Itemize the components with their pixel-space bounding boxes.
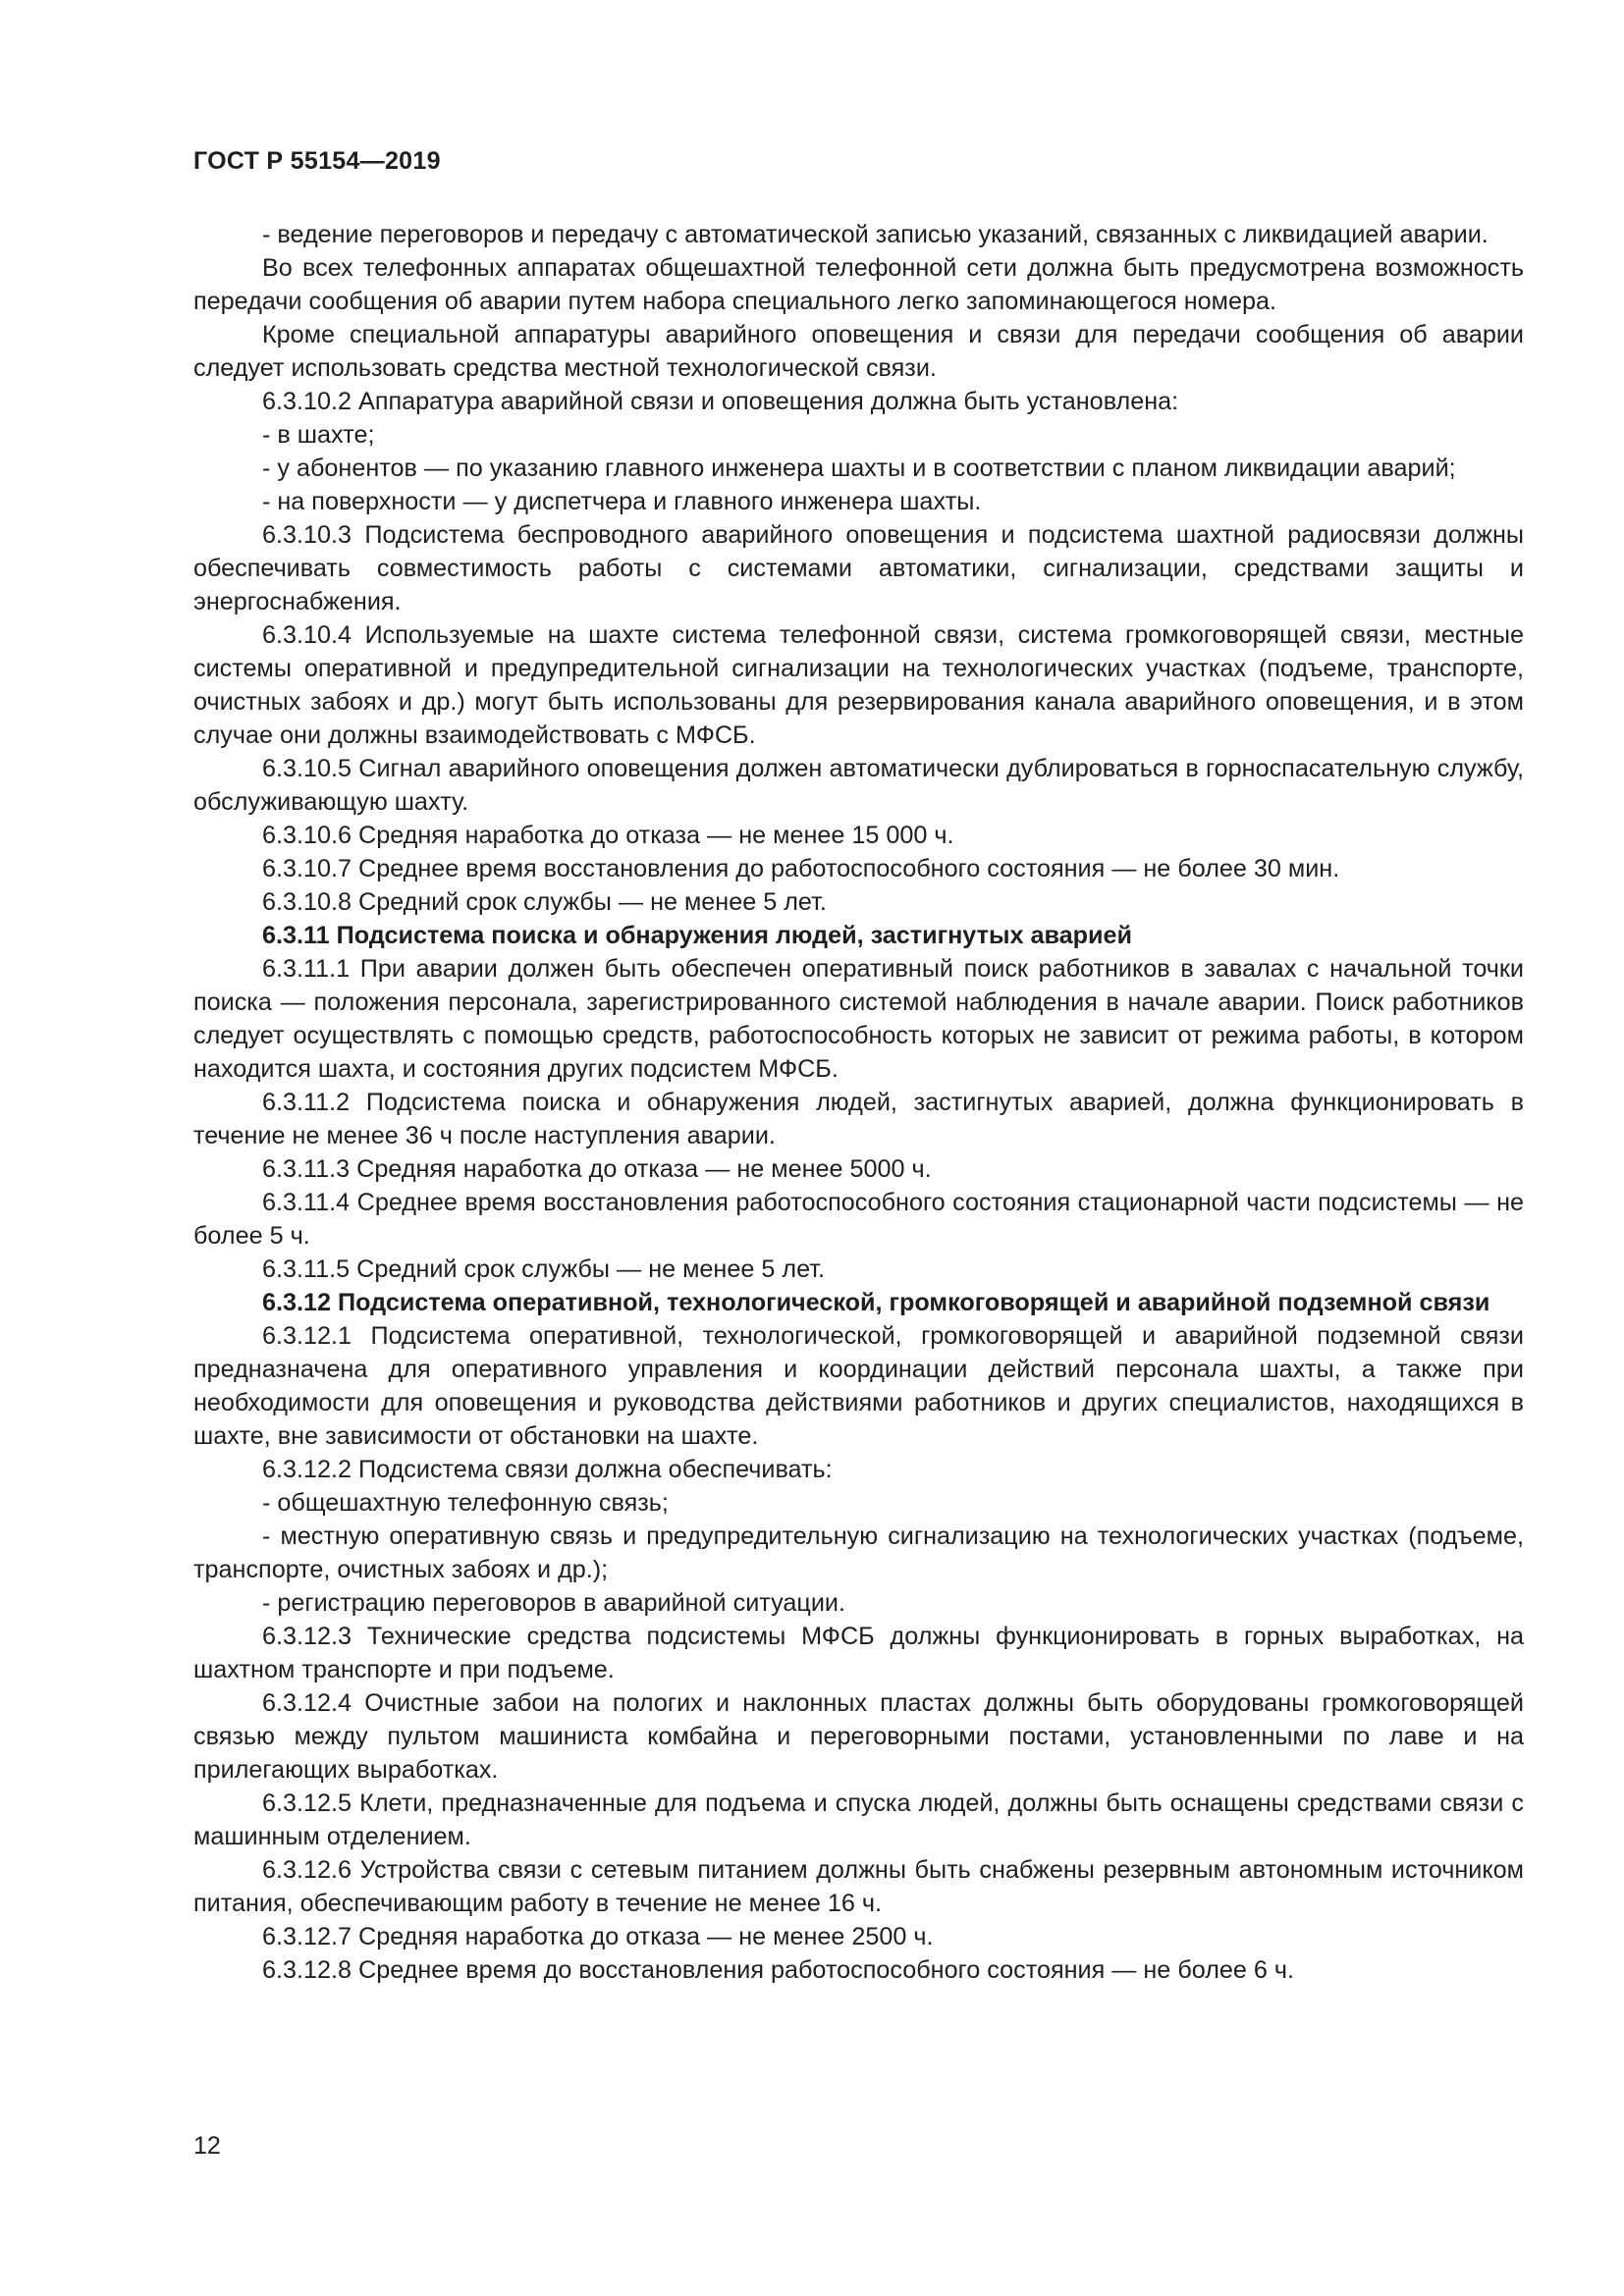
clause: 6.3.11.1 При аварии должен быть обеспечен оперативный поиск работников в завалах с начальной точки поиска — положения персонала, зарегистрированного системой наблюдения в начале аварии. Поиск работников следует осуществлять с помощью средств, работоспособность которых не зависит от режима работы, в котором находится шахта, и состояния других подсистем МФСБ. [193, 955, 1524, 1083]
clause: 6.3.12.4 Очистные забои на пологих и наклонных пластах должны быть оборудованы громкоговорящей связью между пультом машиниста комбайна и переговорными постами, установленными по лаве и на прилегающих выработках. [193, 1689, 1524, 1784]
list-item: - у абонентов — по указанию главного инженера шахты и в соответствии с планом ликвидации аварий; [262, 454, 1456, 482]
clause: 6.3.12.5 Клети, предназначенные для подъема и спуска людей, должны быть оснащены средствами связи с машинным отделением. [193, 1789, 1524, 1850]
clause: 6.3.11.4 Среднее время восстановления работоспособного состояния стационарной части подсистемы — не более 5 ч. [193, 1189, 1524, 1250]
clause: 6.3.12.1 Подсистема оперативной, технологической, громкоговорящей и аварийной подземной связи предназначена для оперативного управления и координации действий персонала шахты, а также при необходимости для оповещения и руководства действиями работников и других специалистов, находящихся в шахте, вне зависимости от обстановки на шахте. [193, 1322, 1524, 1450]
clause: 6.3.11.2 Подсистема поиска и обнаружения людей, застигнутых аварией, должна функционировать в течение не менее 36 ч после наступления аварии. [193, 1089, 1524, 1149]
clause: 6.3.12.8 Среднее время до восстановления работоспособного состояния — не более 6 ч. [262, 1956, 1295, 1984]
list-item: - в шахте; [262, 421, 375, 449]
clause: 6.3.10.8 Средний срок службы — не менее 5 лет. [262, 888, 827, 916]
document-header: ГОСТ Р 55154—2019 [193, 147, 441, 175]
list-item: - ведение переговоров и передачу с автоматической записью указаний, связанных с ликвидацией аварии. [262, 221, 1489, 248]
paragraph: Во всех телефонных аппаратах общешахтной телефонной сети должна быть предусмотрена возможность передачи сообщения об аварии путем набора специального легко запоминающегося номера. [193, 254, 1524, 315]
list-item: - общешахтную телефонную связь; [262, 1489, 669, 1517]
section-heading: 6.3.11 Подсистема поиска и обнаружения людей, застигнутых аварией [262, 922, 1132, 949]
clause: 6.3.10.6 Средняя наработка до отказа — не менее 15 000 ч. [262, 822, 954, 849]
clause: 6.3.10.4 Используемые на шахте система телефонной связи, система громкоговорящей связи, местные системы оперативной и предупредительной сигнализации на технологических участках (подъеме, транспорте, очистных забоях и др.) могут быть использованы для резервирования канала аварийного оповещения, и в этом случае они должны взаимодействовать с МФСБ. [193, 621, 1524, 749]
clause: 6.3.12.7 Средняя наработка до отказа — не менее 2500 ч. [262, 1923, 934, 1950]
clause: 6.3.10.7 Среднее время восстановления до работоспособного состояния — не более 30 мин. [262, 855, 1340, 882]
clause: 6.3.12.3 Технические средства подсистемы МФСБ должны функционировать в горных выработках, на шахтном транспорте и при подъеме. [193, 1623, 1524, 1683]
clause: 6.3.12.6 Устройства связи с сетевым питанием должны быть снабжены резервным автономным источником питания, обеспечивающим работу в течение не менее 16 ч. [193, 1856, 1524, 1917]
clause: 6.3.11.3 Средняя наработка до отказа — не менее 5000 ч. [262, 1155, 932, 1183]
clause: 6.3.12.2 Подсистема связи должна обеспечивать: [262, 1456, 833, 1483]
clause: 6.3.10.3 Подсистема беспроводного аварийного оповещения и подсистема шахтной радиосвязи должны обеспечивать совместимость работы с системами автоматики, сигнализации, средствами защиты и энергоснабжения. [193, 521, 1524, 615]
page-number: 12 [193, 2132, 221, 2160]
list-item: - местную оперативную связь и предупредительную сигнализацию на технологических участках (подъеме, транспорте, очистных забоях и др.); [193, 1522, 1524, 1583]
clause: 6.3.10.2 Аппаратура аварийной связи и оповещения должна быть установлена: [262, 388, 1179, 415]
paragraph: Кроме специальной аппаратуры аварийного оповещения и связи для передачи сообщения об аварии следует использовать средства местной технологической связи. [193, 321, 1524, 382]
list-item: - регистрацию переговоров в аварийной ситуации. [262, 1589, 845, 1617]
list-item: - на поверхности — у диспетчера и главного инженера шахты. [262, 488, 982, 515]
clause: 6.3.11.5 Средний срок службы — не менее 5 лет. [262, 1255, 825, 1283]
clause: 6.3.10.5 Сигнал аварийного оповещения должен автоматически дублироваться в горноспасательную службу, обслуживающую шахту. [193, 755, 1524, 816]
section-heading: 6.3.12 Подсистема оперативной, технологической, громкоговорящей и аварийной подземной связи [262, 1289, 1490, 1316]
document-body [193, 218, 1524, 1987]
